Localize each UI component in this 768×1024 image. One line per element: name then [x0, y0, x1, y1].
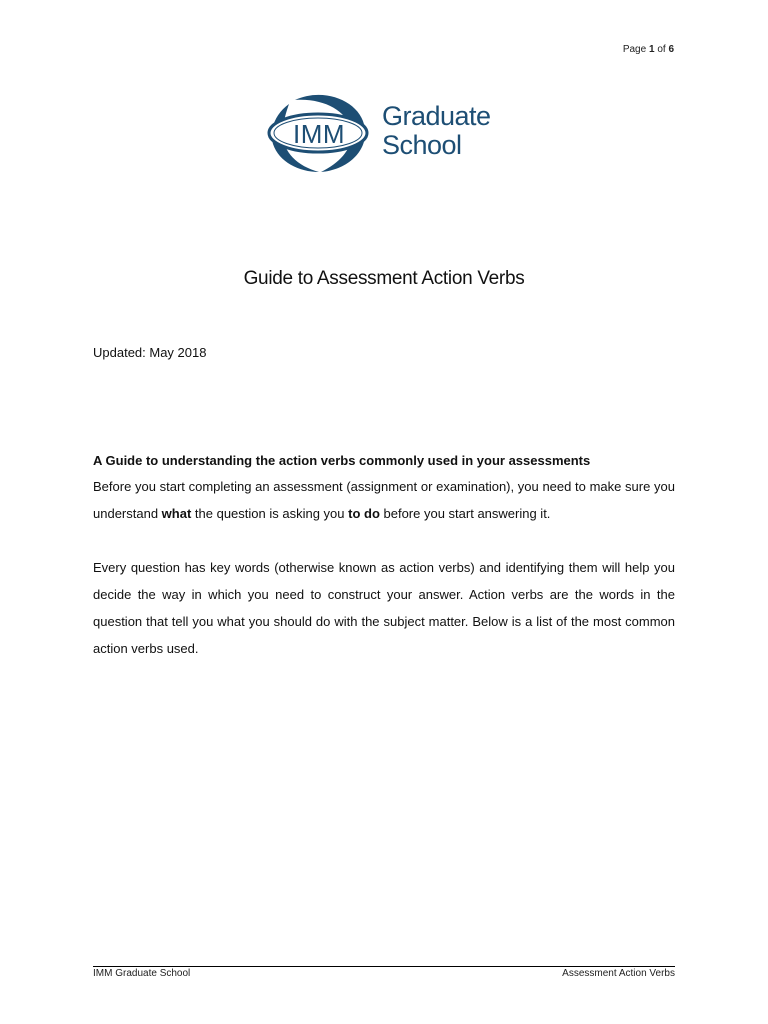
logo-mark-text: IMM	[292, 119, 346, 149]
page-current: 1	[648, 44, 655, 55]
footer-divider	[93, 966, 675, 967]
intro-text-3: before you start answering it.	[379, 506, 551, 521]
intro-bold-what: what	[161, 506, 192, 521]
intro-text-2: the question is asking you	[191, 506, 349, 521]
intro-bold-to-do: to do	[348, 506, 380, 521]
action-verbs-paragraph: Every question has key words (otherwise known as action verbs) and identifying them will help you decide the way in which you need to construct your answer. Action verbs are the words in the question that tell you what you should do with the subject matter. Below is a list of the most common action verbs used.	[93, 560, 675, 656]
logo-line-school: School	[382, 130, 462, 160]
page-of: of	[657, 44, 666, 55]
logo-line-graduate: Graduate	[382, 101, 491, 131]
intro-paragraph	[93, 473, 675, 527]
page-total: 6	[668, 44, 674, 55]
footer-left-text: IMM Graduate School	[93, 968, 191, 979]
imm-logo	[267, 92, 507, 174]
intro-text-1: Before you start completing an assessment (assignment or examination), you need to make sure you understand	[93, 479, 675, 521]
footer-right-text: Assessment Action Verbs	[562, 968, 675, 979]
page-prefix: Page	[622, 44, 647, 55]
document-body	[93, 449, 675, 662]
section-heading: A Guide to understanding the action verbs commonly used in your assessments	[93, 453, 591, 468]
page-number	[623, 44, 674, 55]
document-title: Guide to Assessment Action Verbs	[243, 268, 525, 289]
updated-date: Updated: May 2018	[93, 345, 207, 360]
logo-wordmark	[382, 102, 491, 160]
